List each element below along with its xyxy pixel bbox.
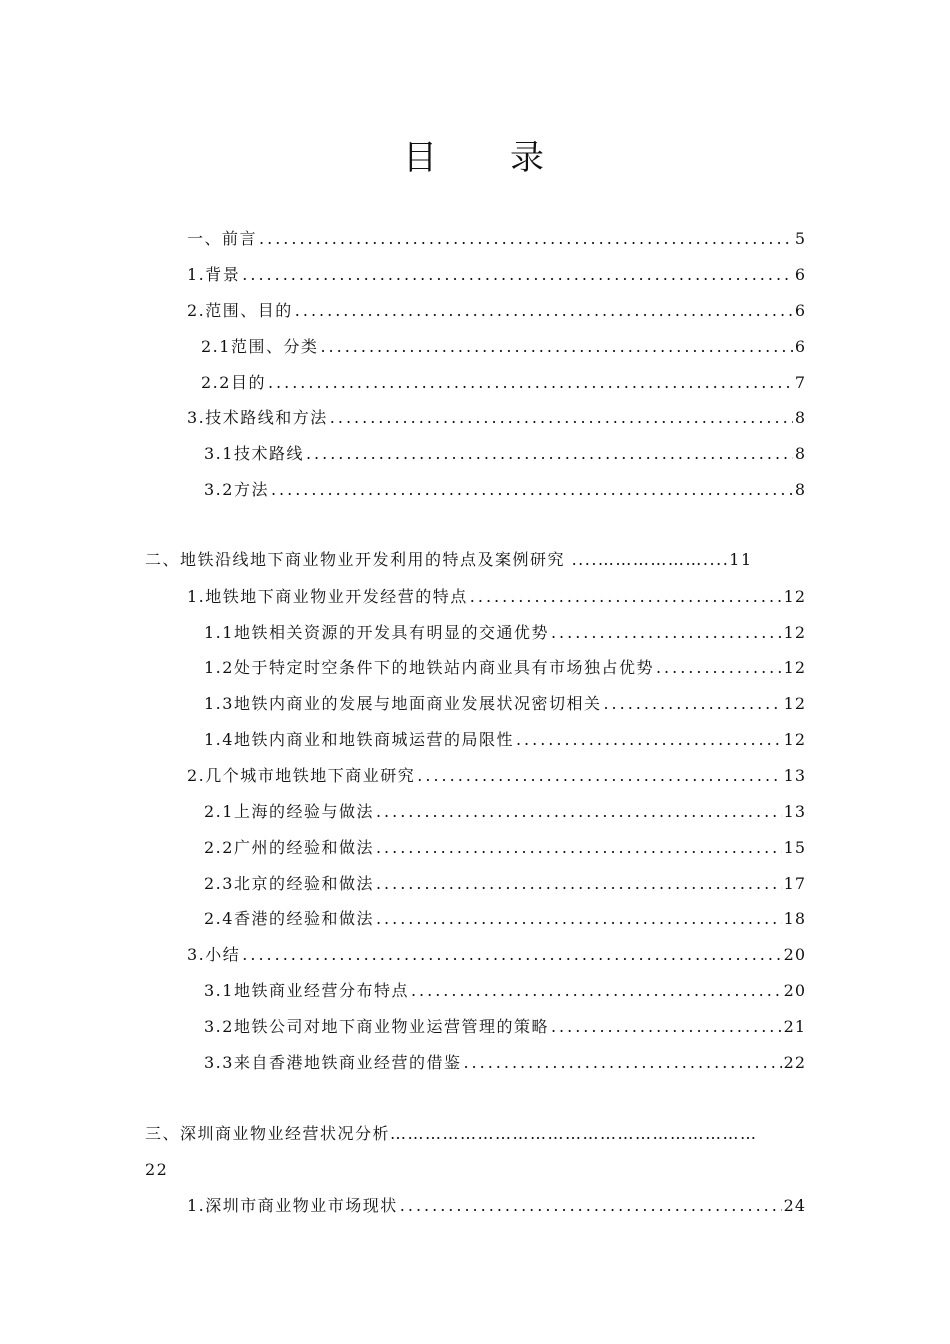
- toc-entry[interactable]: [187, 763, 806, 789]
- toc-entry-page: 22: [783, 1053, 806, 1072]
- toc-entry-label: 二、地铁沿线地下商业物业开发利用的特点及案例研究 ....………………....: [145, 550, 730, 569]
- toc-entry[interactable]: [204, 477, 806, 503]
- toc-entry-page: 15: [783, 838, 806, 857]
- toc-entry[interactable]: [204, 727, 806, 753]
- leader-dots: [551, 1014, 782, 1040]
- toc-entry[interactable]: [204, 799, 806, 825]
- toc-entry[interactable]: [201, 334, 806, 360]
- toc-entry-page: 12: [783, 623, 806, 642]
- leader-dots: [320, 334, 792, 360]
- toc-entry-label: 1.地铁地下商业物业开发经营的特点: [187, 587, 468, 606]
- toc-entry-label: 一、前言: [187, 229, 258, 248]
- toc-entry-page: 20: [783, 981, 806, 1000]
- leader-dots: [376, 871, 782, 897]
- toc-entry[interactable]: [187, 1193, 806, 1219]
- toc-entry-label: 1.2处于特定时空条件下的地铁站内商业具有市场独占优势: [204, 658, 654, 677]
- leader-dots: [376, 799, 782, 825]
- toc-entry-page: 6: [794, 265, 806, 284]
- page-title: [0, 130, 950, 179]
- toc-entry-label: 2.4香港的经验和做法: [204, 909, 374, 928]
- toc-entry-label: 3.1地铁商业经营分布特点: [204, 981, 409, 1000]
- toc-entry-page: 8: [794, 408, 806, 427]
- toc-entry[interactable]: [204, 906, 806, 932]
- toc-entry-label: 2.1上海的经验与做法: [204, 802, 374, 821]
- toc-entry[interactable]: [204, 620, 806, 646]
- toc-entry-label: 2.几个城市地铁地下商业研究: [187, 766, 416, 785]
- toc-entry-page: 21: [783, 1017, 806, 1036]
- toc-entry[interactable]: [187, 298, 806, 324]
- toc-entry-page: 5: [794, 229, 806, 248]
- toc-entry-page: 13: [783, 766, 806, 785]
- toc-entry[interactable]: [204, 1014, 806, 1040]
- toc-entry-page: 24: [783, 1196, 806, 1215]
- toc-entry-page: 17: [783, 874, 806, 893]
- toc-entry-label: 三、深圳商业物业经营状况分析………………………………………………………: [145, 1124, 758, 1143]
- toc-entry[interactable]: [187, 226, 806, 252]
- toc-entry[interactable]: [187, 942, 806, 968]
- toc-entry-label: 3.小结: [187, 945, 241, 964]
- leader-dots: [271, 477, 793, 503]
- toc-entry-page: 13: [783, 802, 806, 821]
- toc-entry[interactable]: [145, 547, 805, 573]
- toc-entry[interactable]: [204, 1050, 806, 1076]
- toc-entry-page: 12: [783, 587, 806, 606]
- toc-entry-page: 20: [783, 945, 806, 964]
- leader-dots: [242, 262, 793, 288]
- toc-entry-page: 7: [794, 373, 806, 392]
- toc-entry-label: 3.3来自香港地铁商业经营的借鉴: [204, 1053, 462, 1072]
- toc-entry-label: 2.2目的: [201, 373, 266, 392]
- toc-entry[interactable]: [204, 978, 806, 1004]
- leader-dots: [463, 1050, 781, 1076]
- toc-entry[interactable]: [204, 441, 806, 467]
- toc-entry[interactable]: [204, 871, 806, 897]
- toc-entry-label: 2.3北京的经验和做法: [204, 874, 374, 893]
- leader-dots: [330, 405, 793, 431]
- toc-entry-label: 3.1技术路线: [204, 444, 304, 463]
- leader-dots: [295, 298, 793, 324]
- toc-entry[interactable]: [145, 1121, 805, 1181]
- toc-entry-label: 1.背景: [187, 265, 241, 284]
- leader-dots: [603, 691, 781, 717]
- toc-entry-label: 1.深圳市商业物业市场现状: [187, 1196, 398, 1215]
- toc-entry-label: 2.2广州的经验和做法: [204, 838, 374, 857]
- leader-dots: [376, 906, 782, 932]
- toc-entry-page: 18: [783, 909, 806, 928]
- leader-dots: [411, 978, 782, 1004]
- toc-entry[interactable]: [204, 691, 806, 717]
- leader-dots: [306, 441, 793, 467]
- leader-dots: [268, 370, 793, 396]
- toc-entry-page: 11: [729, 550, 753, 569]
- toc-entry-page: 8: [794, 444, 806, 463]
- toc-entry[interactable]: [204, 655, 806, 681]
- leader-dots: [242, 942, 781, 968]
- leader-dots: [470, 584, 782, 610]
- leader-dots: [376, 835, 782, 861]
- toc-entry-label: 2.范围、目的: [187, 301, 293, 320]
- toc-entry-page: 12: [783, 658, 806, 677]
- toc-entry-page: 8: [794, 480, 806, 499]
- toc-entry-label: 2.1范围、分类: [201, 337, 319, 356]
- toc-entry-label: 1.1地铁相关资源的开发具有明显的交通优势: [204, 623, 549, 642]
- toc-entry-page: 12: [783, 694, 806, 713]
- toc-entry-page: 6: [794, 301, 806, 320]
- title-char-2: 录: [510, 138, 547, 178]
- toc-entry[interactable]: [187, 405, 806, 431]
- toc-entry[interactable]: [204, 835, 806, 861]
- toc-entry[interactable]: [201, 370, 806, 396]
- leader-dots: [656, 655, 782, 681]
- toc-entry-label: 1.4地铁内商业和地铁商城运营的局限性: [204, 730, 514, 749]
- leader-dots: [400, 1193, 782, 1219]
- toc-entry-page: 22: [145, 1160, 169, 1179]
- leader-dots: [417, 763, 781, 789]
- toc-entry-label: 3.2地铁公司对地下商业物业运营管理的策略: [204, 1017, 549, 1036]
- toc-entry-label: 1.3地铁内商业的发展与地面商业发展状况密切相关: [204, 694, 602, 713]
- leader-dots: [516, 727, 782, 753]
- toc-entry-label: 3.技术路线和方法: [187, 408, 328, 427]
- toc-entry[interactable]: [187, 262, 806, 288]
- leader-dots: [259, 226, 793, 252]
- toc-entry-label: 3.2方法: [204, 480, 269, 499]
- title-char-1: 目: [403, 138, 440, 178]
- toc-entry[interactable]: [187, 584, 806, 610]
- leader-dots: [551, 620, 782, 646]
- toc-entry-page: 12: [783, 730, 806, 749]
- toc-entry-page: 6: [794, 337, 806, 356]
